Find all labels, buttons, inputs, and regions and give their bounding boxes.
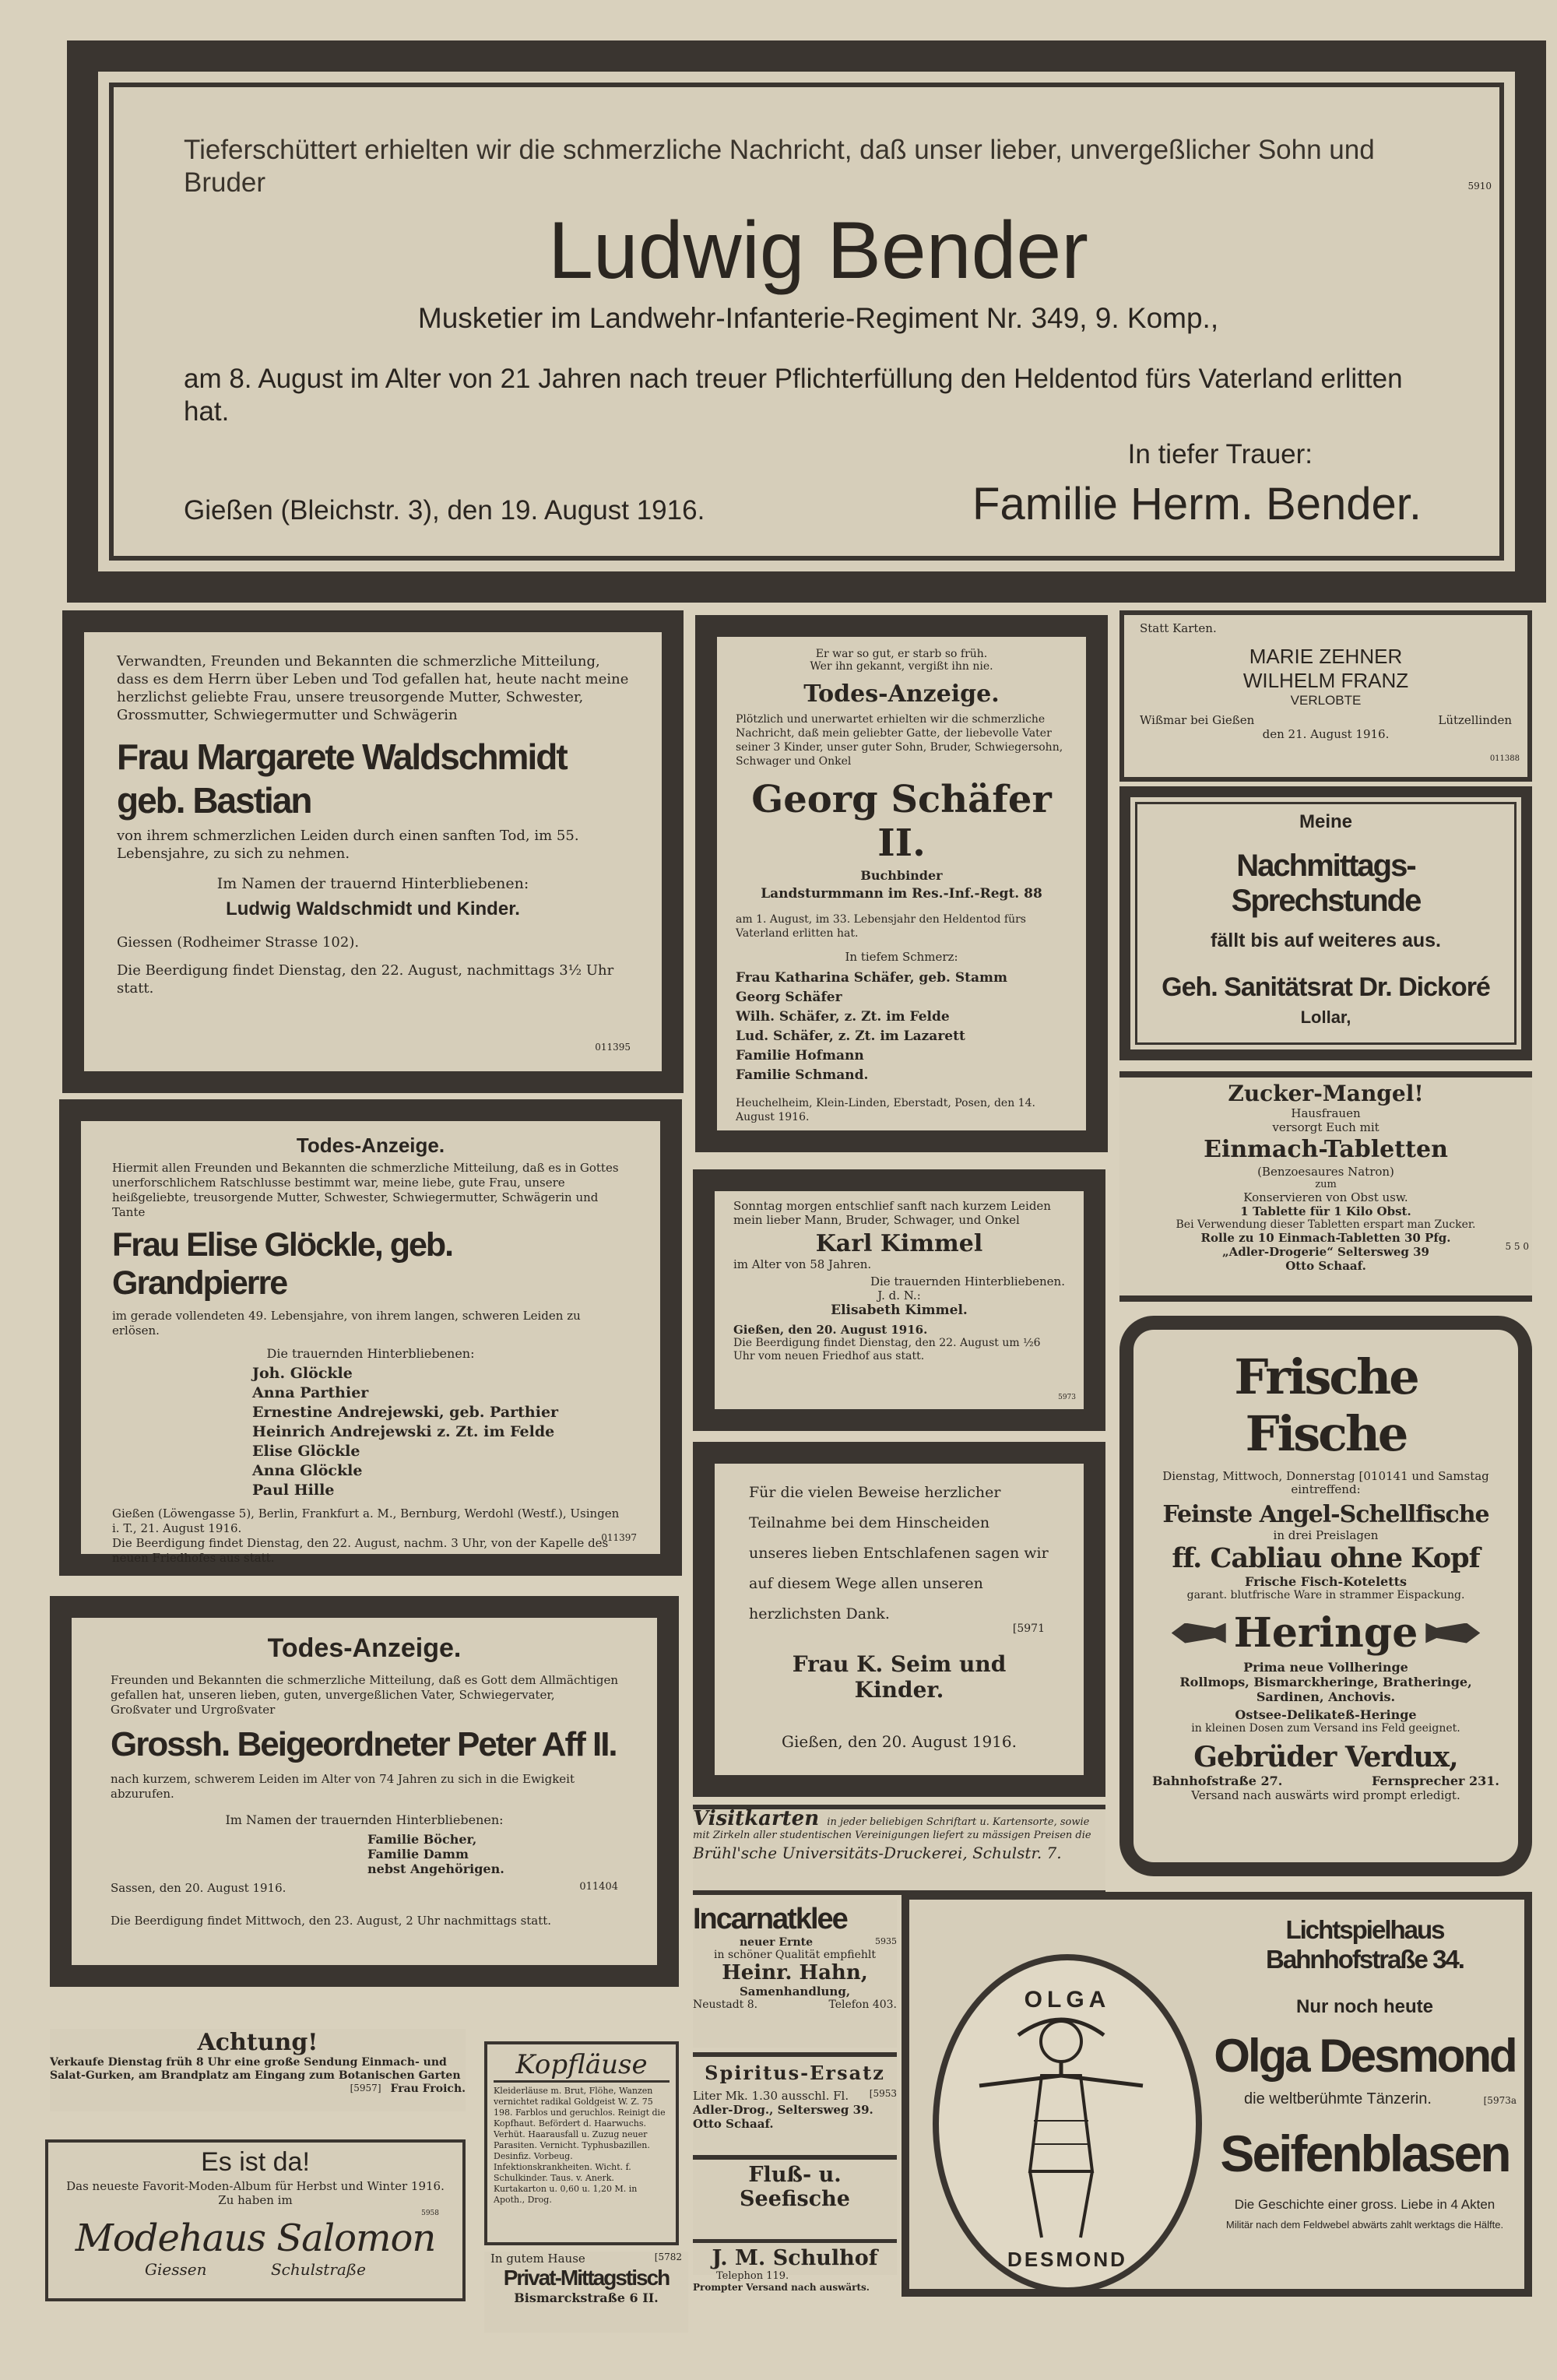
kino-l2: die weltberühmte Tänzerin. [1244,2090,1432,2108]
kino-poster-top: OLGA [1024,1987,1111,2013]
kino-poster [933,1954,1202,2294]
waldschmidt-intro: Verwandten, Freunden und Bekannten die schmerzliche Mitteilung, dass es dem Herrn über Leben und Tod gefallen hat, heute nacht meine herzlichst geliebte Frau, unsere treusorgende Mutter, Schwester, Grossmutter, Schwiegermutter und Schwägerin [117,653,629,723]
gloeckle-code: 011397 [601,1532,637,1543]
waldschmidt-signer: Ludwig Waldschmidt und Kinder. [226,898,520,919]
schaefer-name: Georg Schäfer II. [751,778,1052,865]
kopflaus-title: Kopfläuse [494,2049,670,2083]
schulhof-firm: J. M. Schulhof [712,2246,878,2270]
schulhof-rule [693,2239,897,2243]
dickore-place: Lollar, [1300,1007,1351,1027]
visit-title: Visitkarten [693,1807,820,1830]
spiritus-code: [5953 [869,2088,897,2099]
schaefer-grief: In tiefem Schmerz: [845,950,958,964]
waldschmidt-place: Giessen (Rodheimer Strasse 102). [117,934,360,951]
fische-l1: Feinste Angel-Schellfische [1162,1501,1489,1528]
fische-title: Frische Fische [1234,1348,1418,1462]
notice-karl-kimmel [693,1169,1105,1431]
kino-name: Olga Desmond [1214,2030,1516,2082]
mourner: Elise Glöckle [252,1443,360,1460]
zucker-top-rule [1119,1071,1532,1078]
gloeckle-name: Frau Elise Glöckle, geb. Grandpierre [112,1226,453,1302]
bender-place: Gießen (Bleichstr. 3), den 19. August 1916. [184,495,705,526]
ad-salomon [45,2139,466,2301]
notice-zehner-franz [1119,610,1532,782]
dancer-illustration [933,2004,1190,2269]
dickore-inner-border [1135,802,1517,1045]
kimmel-intro: Sonntag morgen entschlief sanft nach kurzem Leiden mein lieber Mann, Bruder, Schwager, und Onkel [733,1199,1051,1227]
schaefer-rank: Landsturmmann im Res.-Inf.-Regt. 88 [761,886,1042,902]
seim-signer: Frau K. Seim und Kinder. [792,1651,1007,1703]
fische-phone: Fernsprecher 231. [1371,1774,1499,1788]
mourner: Anna Glöckle [252,1462,363,1479]
mourner: Lud. Schäfer, z. Zt. im Lazarett [736,1028,965,1044]
fische-addr: Bahnhofstraße 27. [1152,1774,1283,1788]
klee-row [693,1936,897,1949]
mourner: Anna Parthier [252,1384,369,1401]
spiritus-l1: Liter Mk. 1.30 ausschl. Fl. [693,2089,849,2103]
salomon-address [59,2260,452,2279]
aff-text: nach kurzem, schwerem Leiden im Alter von 74 Jahren zu sich in die Ewigkeit abzurufen. [111,1772,575,1801]
dickore-line2: fällt bis auf weiteres aus. [1211,930,1441,951]
mourner: Joh. Glöckle [252,1365,353,1382]
kimmel-place: Gießen, den 20. August 1916. [733,1323,928,1337]
spiritus-l2: Adler-Drog., Seltersweg 39. [693,2103,873,2117]
schulhof-phone: Telephon 119. [716,2270,789,2282]
kino-head: Lichtspielhaus Bahnhofstraße 34. [1266,1915,1464,1974]
zucker-code: 5 5 0 [1505,1241,1529,1252]
schaefer-place: Heuchelheim, Klein-Linden, Eberstadt, Posen, den 14. August 1916. [736,1097,1035,1123]
kimmel-signer: Elisabeth Kimmel. [831,1302,968,1318]
fische-contact [1152,1774,1499,1788]
mourner: Ernestine Andrejewski, geb. Parthier [252,1404,559,1421]
spiritus-l3: Otto Schaaf. [693,2117,774,2131]
ad-spiritus [693,2052,897,2150]
aff-funeral: Die Beerdigung findet Mittwoch, den 23. August, 2 Uhr nachmittags statt. [111,1914,552,1928]
achtung-footer [50,2083,466,2095]
mittag-addr: Bismarckstraße 6 II. [514,2290,659,2305]
fische-heringe-row [1152,1609,1499,1657]
achtung-title: Achtung! [197,2029,318,2056]
bender-mourning: In tiefer Trauer: [1127,439,1313,469]
fische-days: Dienstag, Mittwoch, Donnerstag [010141 und Samstag eintreffend: [1162,1469,1489,1496]
ad-visitkarten [693,1805,1105,1895]
gloeckle-text: im gerade vollendeten 49. Lebensjahre, von ihrem langen, schweren Leiden zu erlösen. [112,1309,581,1338]
waldschmidt-funeral: Die Beerdigung findet Dienstag, den 22. August, nachmittags 3½ Uhr statt. [117,962,614,997]
fish-icon [1425,1623,1480,1644]
schulhof-title: Fluß- u. Seefische [740,2163,850,2211]
achtung-code: [5957] [350,2083,381,2093]
salomon-code: 5958 [421,2209,439,2217]
spiritus-title: Spiritus-Ersatz [705,2062,885,2084]
fish-icon [1172,1623,1226,1644]
zehner-place2: Lützellinden [1438,713,1512,727]
zucker-title: Zucker-Mangel! [1228,1081,1424,1106]
klee-phone: Telefon 403. [828,1999,897,2011]
bender-family: Familie Herm. Bender. [972,479,1422,529]
ad-schulhof [693,2155,897,2293]
bender-rank: Musketier im Landwehr-Infanterie-Regiment Nr. 349, 9. Komp., [417,302,1219,334]
kino-poster-bottom: DESMOND [1007,2248,1127,2271]
gloeckle-title: Todes-Anzeige. [296,1134,445,1157]
waldschmidt-behalf: Im Namen der trauernd Hinterbliebenen: [216,875,529,892]
zehner-status: VERLOBTE [1290,693,1362,708]
fische-l8: Ostsee-Delikateß-Heringe [1235,1707,1417,1722]
zucker-l7: Bei Verwendung dieser Tabletten erspart man Zucker. [1176,1218,1476,1231]
notice-ludwig-bender [67,40,1546,603]
dickore-line1: Meine [1299,811,1352,832]
schaefer-intro: Plötzlich und unerwartet erhielten wir die schmerzliche Nachricht, daß mein geliebter Gatte, der liebevolle Vater seiner 3 Kinder, unser guter Sohn, Bruder, Schwiegersohn, Schwager und Onkel [736,713,1063,768]
ad-incarnatklee [693,1900,897,2048]
mourner: nebst Angehörigen. [367,1861,504,1876]
klee-l2: in schöner Qualität empfiehlt [714,1949,876,1961]
aff-intro: Freunden und Bekannten die schmerzliche Mitteilung, daß es Gott dem Allmächtigen gefallen hat, unseren lieben, guten, unvergeßlichen Vater, Schwiegervater, Großvater und Urgroßvater [111,1673,618,1717]
schaefer-title: Todes-Anzeige. [803,680,1000,708]
zucker-l5: Konservieren von Obst usw. [1243,1190,1408,1204]
klee-l3: Samenhandlung, [739,1985,851,1999]
ad-kopflaeuse [484,2041,679,2245]
kimmel-behalf: Die trauernden Hinterbliebenen. [870,1274,1065,1288]
fische-ship: Versand nach auswärts wird prompt erledigt. [1191,1788,1460,1802]
schaefer-text: am 1. August, im 33. Lebensjahr den Heldentod fürs Vaterland erlitten hat. [736,913,1026,940]
salomon-text: Das neueste Favorit-Moden-Album für Herbst und Winter 1916. Zu haben im [66,2179,445,2207]
kino-film: Seifenblasen [1220,2125,1510,2182]
zucker-product: Einmach-Tabletten [1204,1136,1448,1163]
kino-row [1213,2090,1517,2108]
aff-behalf: Im Namen der trauernden Hinterbliebenen: [225,1812,504,1827]
bender-text: am 8. August im Alter von 21 Jahren nach treuer Pflichterfüllung den Heldentod fürs Vaterland erlitten hat. [184,364,1403,427]
fische-l9: in kleinen Dosen zum Versand ins Feld geeignet. [1191,1722,1460,1735]
mourner: Frau Katharina Schäfer, geb. Stamm [736,970,1007,986]
kimmel-code: 5973 [1058,1394,1076,1401]
zucker-l6: 1 Tablette für 1 Kilo Obst. [1240,1204,1411,1218]
kino-l3: Die Geschichte einer gross. Liebe in 4 Akten [1234,2197,1495,2212]
seim-code: [5971 [1012,1622,1045,1635]
aff-title: Todes-Anzeige. [267,1633,462,1663]
fische-l3: ff. Cabliau ohne Kopf [1172,1542,1480,1574]
klee-title: Incarnatklee [693,1903,847,1935]
bender-intro: Tieferschüttert erhielten wir die schmerzliche Nachricht, daß unser lieber, unvergeßlicher Sohn und Bruder [184,135,1375,198]
dickore-title: Nachmittags-Sprechstunde [1231,849,1421,918]
ad-mittagstisch [484,2252,688,2333]
schaefer-job: Buchbinder [860,868,943,883]
gloeckle-funeral: Die Beerdigung findet Dienstag, den 22. August, nachm. 3 Uhr, von der Kapelle des neuen Friedhofes aus statt. [112,1536,609,1565]
mourner: Heinrich Andrejewski z. Zt. im Felde [252,1423,555,1440]
kimmel-sig1: J. d. N.: [877,1288,921,1302]
waldschmidt-code: 011395 [595,1042,631,1053]
aff-mourners [111,1832,618,1876]
klee-firm: Heinr. Hahn, [722,1961,868,1985]
klee-l1: neuer Ernte [740,1936,814,1949]
salomon-street: Schulstraße [270,2260,366,2279]
zucker-l8: Rolle zu 10 Einmach-Tabletten 30 Pfg. [1200,1231,1451,1245]
notice-dickore [1119,786,1532,1060]
zucker-l9: „Adler-Drogerie“ Seltersweg 39 [1221,1245,1429,1259]
notice-peter-aff [50,1596,679,1987]
zucker-l3: (Benzoesaures Natron) [1257,1165,1394,1179]
fische-l4: Frische Fisch-Koteletts [1244,1574,1408,1589]
ad-achtung [50,2029,466,2111]
mourner: Wilh. Schäfer, z. Zt. im Felde [736,1009,950,1025]
zehner-head: Statt Karten. [1140,621,1217,635]
klee-l4: Neustadt 8. [693,1999,758,2011]
mittag-top-row [484,2252,688,2266]
salomon-city: Giessen [145,2260,207,2279]
waldschmidt-name: Frau Margarete Waldschmidt geb. Bastian [117,736,567,821]
mourner: Familie Schmand. [736,1067,869,1083]
notice-elise-gloeckle [59,1099,682,1576]
notice-waldschmidt [62,610,684,1093]
aff-code: 011404 [579,1881,618,1893]
zehner-date: den 21. August 1916. [1262,727,1390,741]
zehner-name2: WILHELM FRANZ [1242,669,1409,692]
kopflaus-text: Kleiderläuse m. Brut, Flöhe, Wanzen vernichtet radikal Goldgeist W. Z. 75 198. Farblos und geruchlos. Reinigt die Kopfhaut. Befördert d. Haarwuchs. Verhüt. Haarausfall u. Zuzug neuer Parasiten. Vernicht. Typhusbazillen. Desinfiz. Vorbeug. Infektionskrankheiten. Wicht. f. Schulkinder. Taus. v. Anerk. Kurtakarton u. 0,60 u. 1,20 M. in Apoth., Drog. [494,2086,666,2205]
kimmel-funeral: Die Beerdigung findet Dienstag, den 22. August um ½6 Uhr vom neuen Friedhof aus statt. [733,1337,1041,1362]
gloeckle-intro: Hiermit allen Freunden und Bekannten die schmerzliche Mitteilung, daß es in Gottes unerforschlichem Ratschlusse bestimmt war, meine liebe, gute Frau, unsere heißgeliebte, treusorgende Mutter, Schwester, Schwiegermutter, Schwägerin und Tante [112,1161,619,1219]
salomon-title: Es ist da! [201,2147,310,2177]
zucker-l4: zum [1315,1179,1337,1190]
schaefer-motto2: Wer ihn gekannt, vergißt ihn nie. [810,660,993,673]
mourner: Familie Hofmann [736,1048,864,1063]
achtung-text: Verkaufe Dienstag früh 8 Uhr eine große Sendung Einmach- und Salat-Gurken, am Brandplatz am Eingang zum Botanischen Garten [50,2056,461,2082]
visit-firm: Brühl'sche Universitäts-Druckerei, Schulstr. 7. [693,1844,1062,1862]
zehner-place1: Wißmar bei Gießen [1140,713,1255,727]
aff-name: Grossh. Beigeordneter Peter Aff II. [111,1725,617,1763]
notice-georg-schaefer [695,615,1108,1152]
bender-frame-inner [109,83,1504,561]
mittag-code: [5782 [654,2252,682,2262]
fische-l2: in drei Preislagen [1273,1528,1379,1542]
schulhof-l1: Prompter Versand nach auswärts. [693,2282,870,2293]
zucker-bottom-rule [1119,1295,1532,1302]
bender-code: 5910 [1467,181,1492,192]
fische-l6: Prima neue Vollheringe [1243,1660,1408,1675]
zucker-l2: versorgt Euch mit [1272,1120,1380,1134]
kino-l1: Nur noch heute [1295,1996,1433,2017]
klee-code: 5935 [875,1936,897,1946]
mittag-l1: In gutem Hause [490,2252,585,2266]
gloeckle-place: Gießen (Löwengasse 5), Berlin, Frankfurt a. M., Bernburg, Werdohl (Westf.), Usingen i. T., 21. August 1916. [112,1506,620,1535]
seim-place: Gießen, den 20. August 1916. [782,1732,1017,1751]
zucker-l10: Otto Schaaf. [1285,1259,1366,1273]
waldschmidt-text: von ihrem schmerzlichen Leiden durch einen sanften Tod, im 55. Lebensjahre, zu sich zu nehmen. [117,828,579,862]
notice-seim-dank [693,1442,1105,1797]
gloeckle-mourners [112,1364,629,1500]
mourner: Familie Böcher, [367,1832,477,1847]
fische-herr: Heringe [1233,1609,1418,1657]
aff-place: Sassen, den 20. August 1916. [111,1881,286,1895]
zehner-name1: MARIE ZEHNER [1249,645,1403,668]
mittag-title: Privat-Mittagstisch [503,2266,670,2290]
ad-zucker-mangel [1119,1071,1532,1302]
ad-lichtspielhaus [902,1892,1532,2297]
klee-contact [693,1999,897,2011]
schaefer-motto1: Er war so gut, er starb so früh. [815,648,988,660]
kino-code: [5973a [1483,2095,1517,2106]
ad-frische-fische [1119,1316,1532,1876]
mourner: Georg Schäfer [736,990,842,1005]
bender-name: Ludwig Bender [548,206,1088,296]
dickore-name: Geh. Sanitätsrat Dr. Dickoré [1162,972,1490,1002]
schaefer-mourners [736,969,1067,1085]
seim-text: Für die vielen Beweise herzlicher Teilnahme bei dem Hinscheiden unseres lieben Entschlafenen sagen wir auf diesem Wege allen unseren herzlichsten Dank. [749,1484,1049,1622]
kino-l4: Militär nach dem Feldwebel abwärts zahlt werktags die Hälfte. [1225,2219,1504,2231]
mourner: Familie Damm [367,1847,469,1861]
kimmel-name: Karl Kimmel [815,1230,983,1257]
aff-footer [111,1881,618,1895]
visit-text-block [693,1807,1105,1842]
kimmel-age: im Alter von 58 Jahren. [733,1257,872,1271]
salomon-firm: Modehaus Salomon [75,2217,436,2260]
fische-firm: Gebrüder Verdux, [1193,1741,1458,1774]
zehner-places [1140,713,1512,727]
kino-text [1205,1900,1524,2289]
zucker-l1: Hausfrauen [1291,1106,1361,1120]
zehner-code: 011388 [1489,754,1520,763]
visit-text: in jeder beliebigen Schriftart u. Kartensorte, sowie mit Zirkeln aller studentischen Vereinigungen liefert zu mässigen Preisen die [693,1816,1091,1841]
fische-l7: Rollmops, Bismarckheringe, Bratheringe, Sardinen, Anchovis. [1179,1675,1472,1704]
gloeckle-behalf: Die trauernden Hinterbliebenen: [266,1346,475,1361]
mourner: Paul Hille [252,1482,335,1499]
fische-l5: garant. blutfrische Ware in strammer Eispackung. [1186,1589,1465,1601]
achtung-signer: Frau Froich. [390,2083,466,2095]
